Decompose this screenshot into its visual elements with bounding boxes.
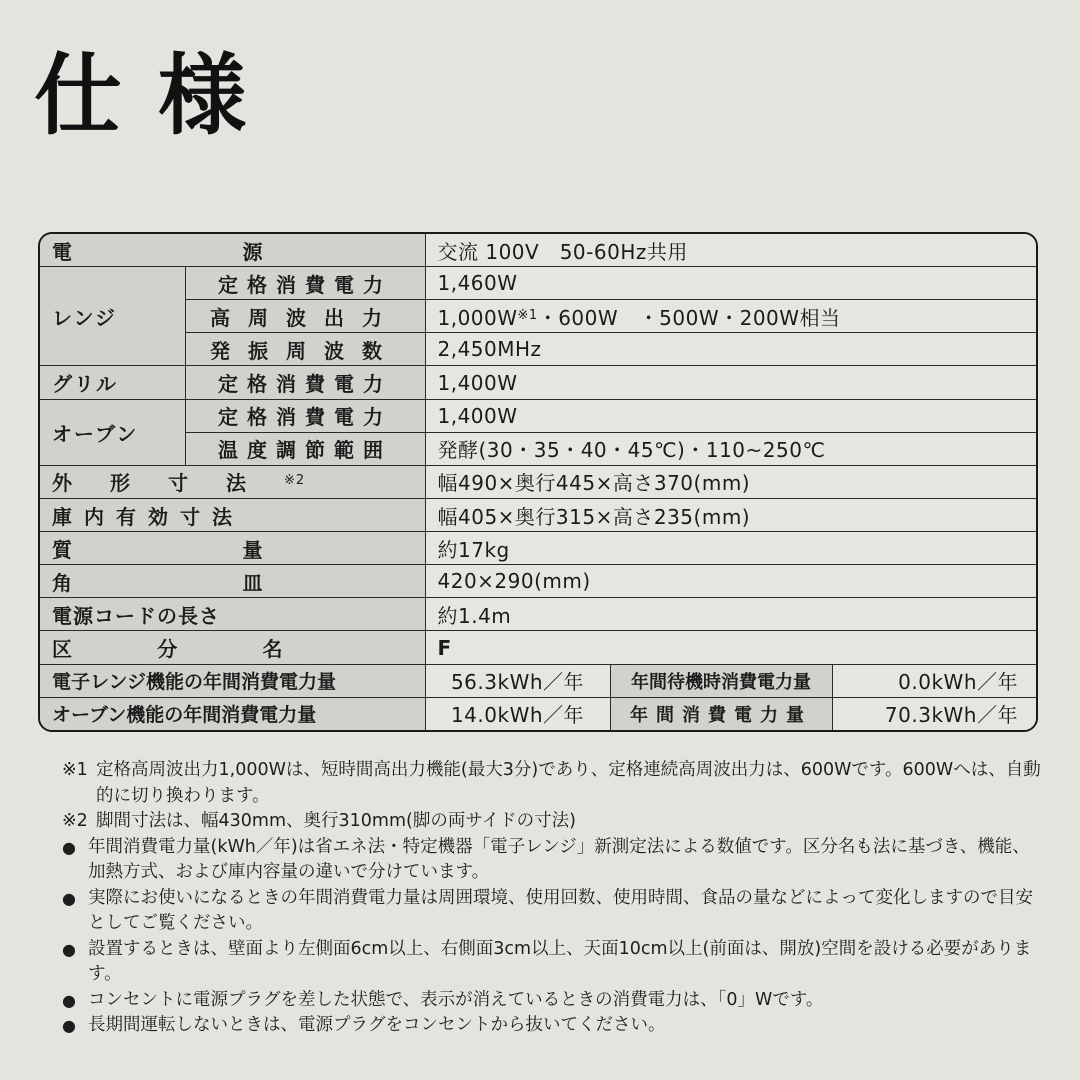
value-microwave-annual: 56.3kWh／年 [425,664,610,697]
footnote-mark: ※2 [62,811,88,831]
bullet-note: ● 実際にお使いになるときの年間消費電力量は周囲環境、使用回数、使用時間、食品の量などによって変化しますので目安としてご覧ください。 [62,886,1042,937]
label-power-source: 電 源 [52,239,265,264]
group-range: レンジ [40,267,185,366]
row-category [40,631,1038,664]
row-energy-1 [40,664,1038,697]
label-total-annual: 年間消費電力量 [610,697,832,730]
value-internal-dimensions: 幅405×奥行315×高さ235(mm) [425,498,1038,531]
spec-table [38,232,1038,732]
value-external-dimensions: 幅490×奥行445×高さ370(mm) [425,465,1038,498]
label-weight: 質 量 [52,537,265,562]
row-power-source [40,234,1038,267]
bullet-note: ● 年間消費電力量(kWh／年)は省エネ法・特定機器「電子レンジ」新測定法による数値です。区分名も法に基づき、機能、加熱方式、および庫内容量の違いで分けています。 [62,835,1042,886]
value-oven-rated-power: 1,400W [425,399,1038,432]
row-range-output [40,300,1038,333]
row-weight [40,532,1038,565]
row-energy-2 [40,697,1038,730]
value-range-rated-power: 1,460W [425,267,1038,300]
bullet-icon: ● [62,888,76,908]
row-oven-rated-power [40,399,1038,432]
label-category: 区 分 名 [52,637,285,662]
label-tray: 角 皿 [52,570,265,595]
row-range-frequency [40,333,1038,366]
group-oven: オーブン [40,399,185,465]
footnote-1: ※1 定格高周波出力1,000Wは、短時間高出力機能(最大3分)であり、定格連続高周波出力は、600Wです。600Wへは、自動的に切り換わります。 [62,758,1042,809]
row-cord-length [40,598,1038,631]
bullet-icon: ● [62,990,76,1010]
label-cord-length: 電源コードの長さ [40,598,425,631]
row-external-dimensions [40,465,1038,498]
value-cord-length: 約1.4m [425,598,1038,631]
row-internal-dimensions [40,498,1038,531]
label-grill-rated-power: 定格消費電力 [185,366,425,399]
value-tray: 420×290(mm) [425,565,1038,598]
footnote-2: ※2 脚間寸法は、幅430mm、奥行310mm(脚の両サイドの寸法) [62,809,1042,835]
value-range-output: $1,000W^{※1}$・600W ・500W・200W相当 [425,300,1038,333]
row-tray [40,565,1038,598]
value-range-frequency: 2,450MHz [425,333,1038,366]
bullet-note: ● コンセントに電源プラグを差した状態で、表示が消えているときの消費電力は、「0」Wです。 [62,988,1042,1014]
footnote-ref-1: ※1 [517,307,538,323]
value-oven-annual: 14.0kWh／年 [425,697,610,730]
label-oven-temperature: 温度調節範囲 [185,432,425,465]
bullet-icon: ● [62,837,76,857]
page-title: 仕様 [34,44,283,147]
bullet-icon: ● [62,939,76,959]
value-grill-rated-power: 1,400W [425,366,1038,399]
label-range-rated-power: 定格消費電力 [185,267,425,300]
row-oven-temperature [40,432,1038,465]
footnote-mark: ※1 [62,760,88,780]
row-range-rated-power [40,267,1038,300]
notes-section [62,758,1042,1039]
group-grill: グリル [40,366,185,399]
value-category: F [425,631,1038,664]
label-oven-rated-power: 定格消費電力 [185,399,425,432]
label-oven-annual: オーブン機能の年間消費電力量 [40,697,425,730]
row-grill-rated-power [40,366,1038,399]
label-range-frequency: 発振周波数 [185,333,425,366]
footnote-ref-2: ※2 [284,473,306,489]
value-oven-temperature: 発酵(30・35・40・45℃)・110~250℃ [425,432,1038,465]
bullet-icon: ● [62,1016,76,1035]
label-microwave-annual: 電子レンジ機能の年間消費電力量 [40,664,425,697]
label-internal-dimensions: 庫内有効寸法 [40,498,425,531]
value-total-annual: 70.3kWh／年 [832,697,1038,730]
label-external-dimensions: 外形寸法$^{※2}$ [40,465,425,498]
value-standby-annual: 0.0kWh／年 [832,664,1038,697]
label-range-output: 高周波出力 [185,300,425,333]
bullet-note: ● 設置するときは、壁面より左側面6cm以上、右側面3cm以上、天面10cm以上(前面は、開放)空間を設ける必要があります。 [62,937,1042,988]
bullet-note: ● 長期間運転しないときは、電源プラグをコンセントから抜いてください。 [62,1013,1042,1039]
label-standby-annual: 年間待機時消費電力量 [610,664,832,697]
value-weight: 約17kg [425,532,1038,565]
value-power-source: 交流 100V 50-60Hz共用 [425,234,1038,267]
